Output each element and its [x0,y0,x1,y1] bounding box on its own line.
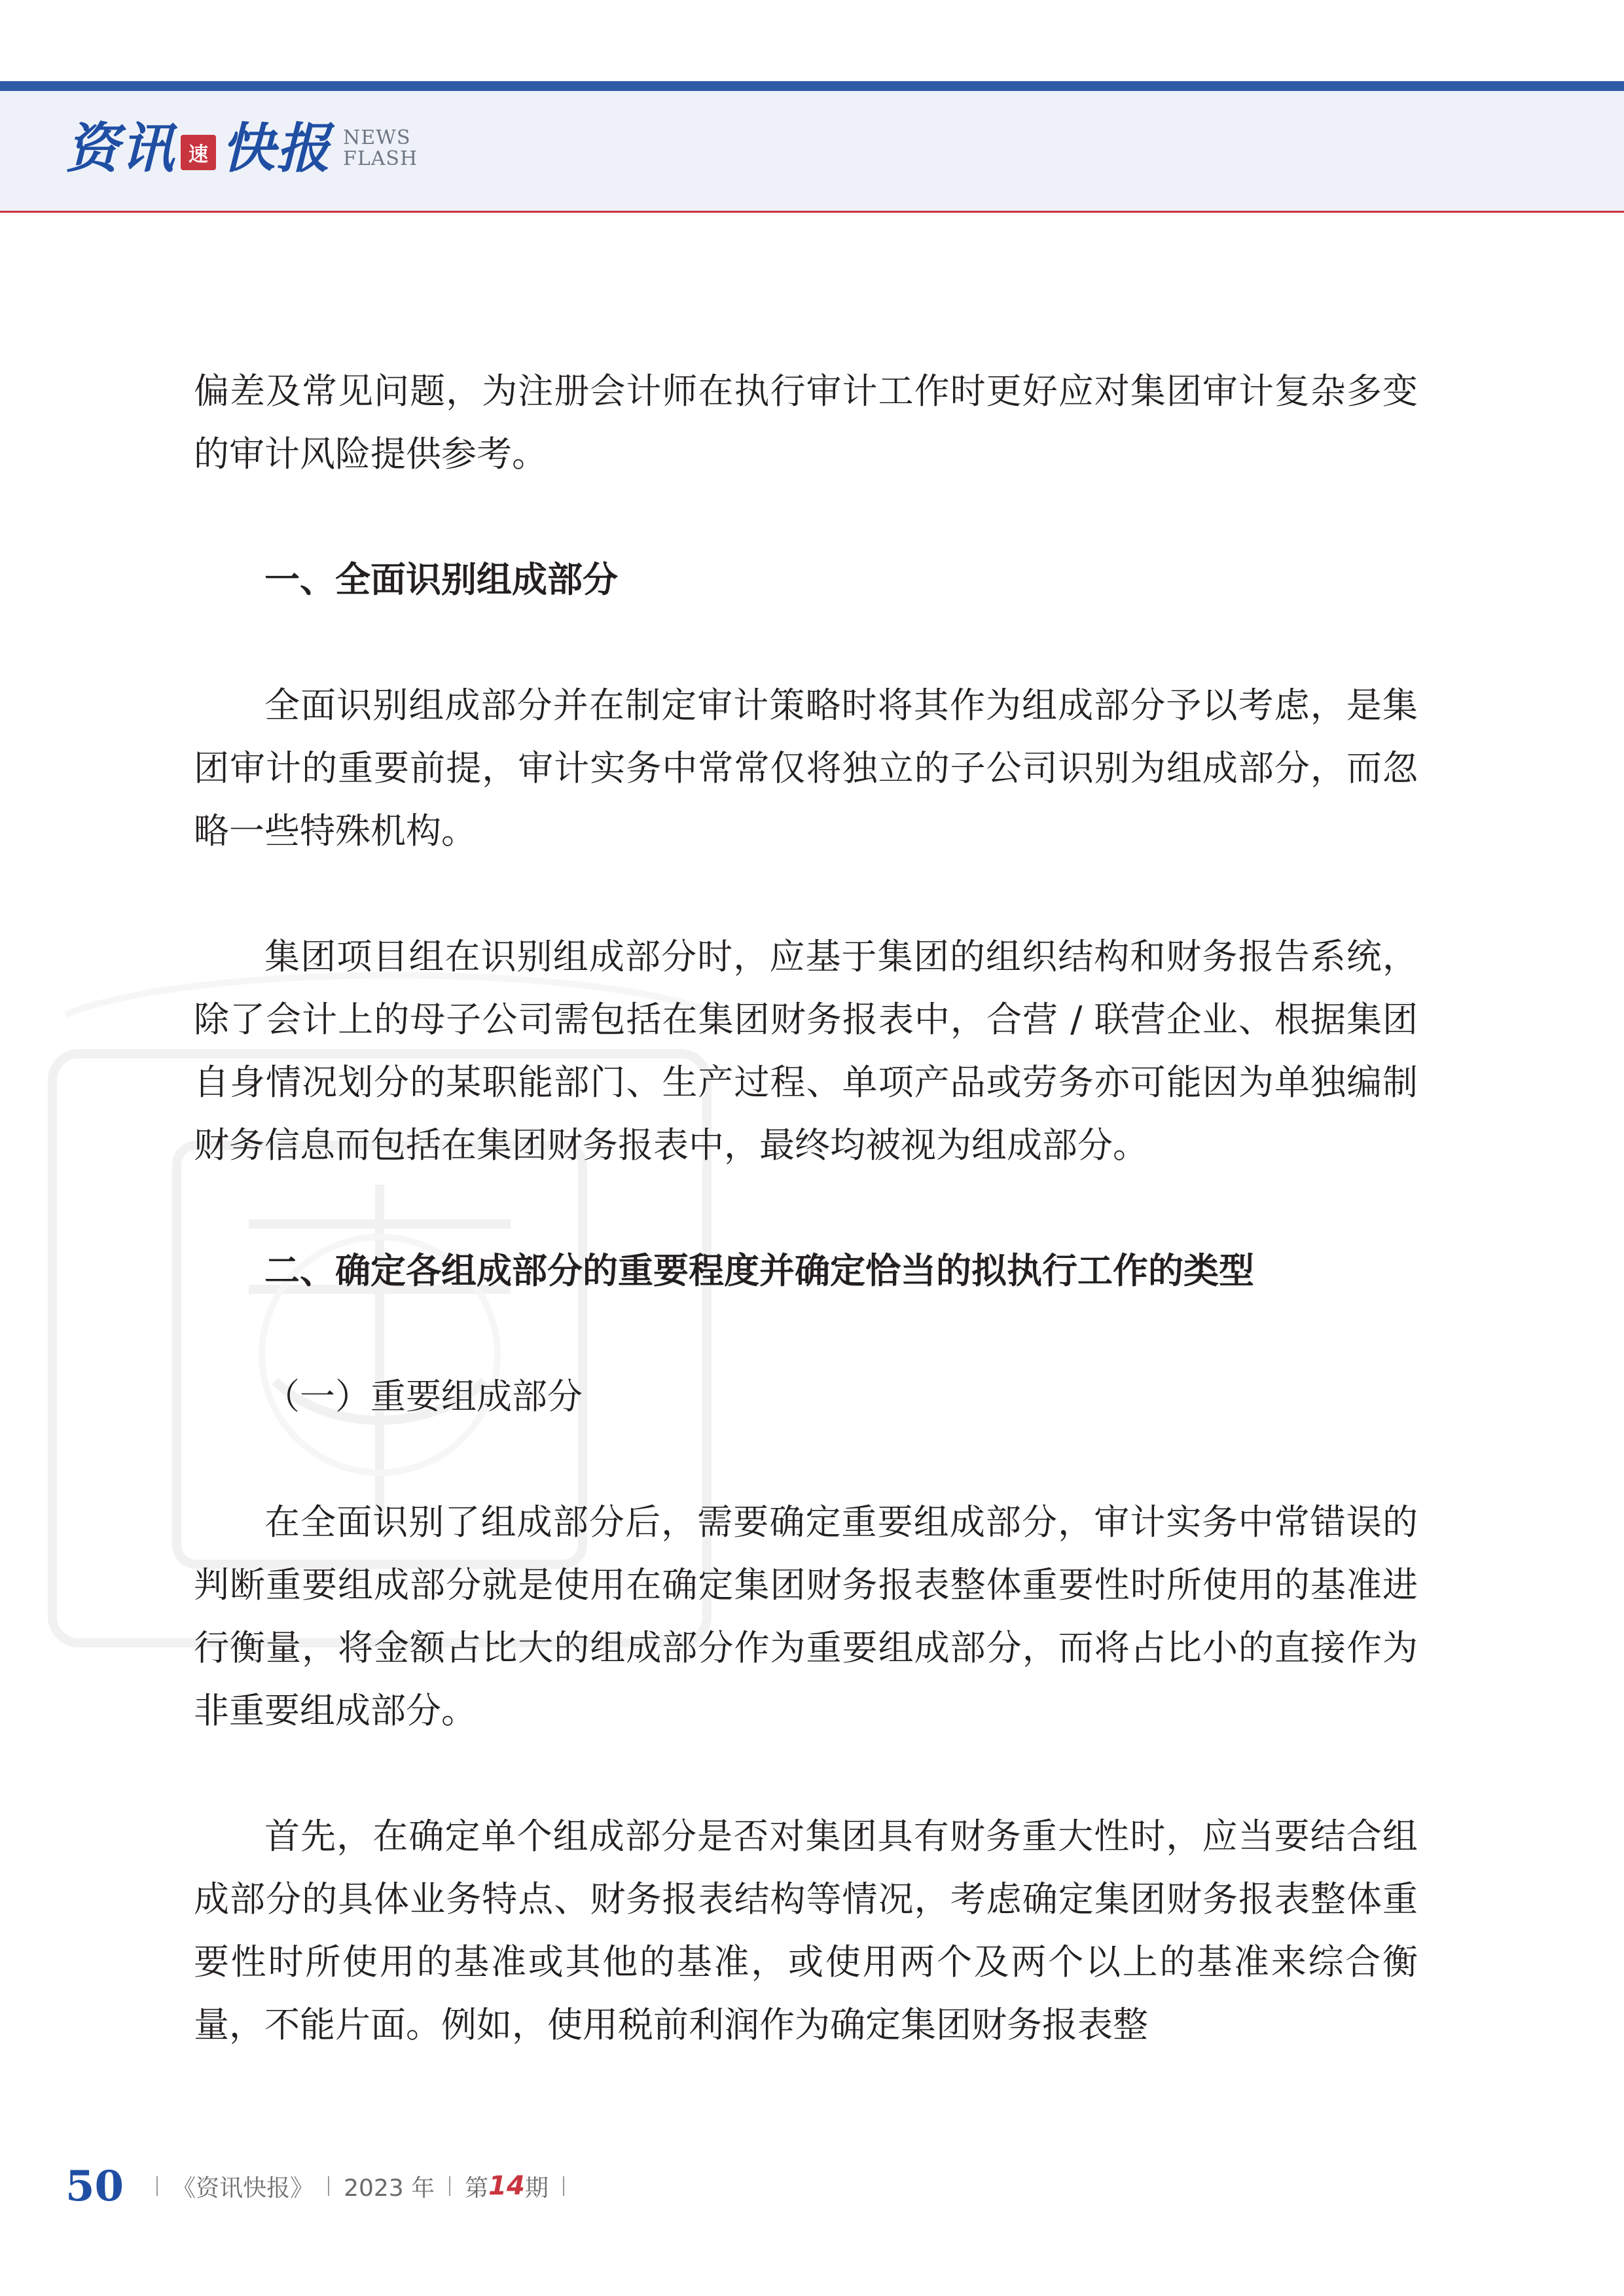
issue-prefix: 第 [465,2174,489,2202]
header-top-bar [0,81,1624,91]
masthead-seal-icon: 速 [181,135,216,170]
masthead-logo [65,113,418,185]
paragraph-3: 集团项目组在识别组成部分时，应基于集团的组织结构和财务报告系统，除了会计上的母子公司需包括在集团财务报表中，合营 / 联营企业、根据集团自身情况划分的某职能部门、生产过程、单项产品或劳务亦可能因为单独编制财务信息而包括在集团财务报表中，最终均被视为组成部分。 [194,936,1418,1166]
article-body [194,360,1418,2056]
section-heading-2: 二、确定各组成部分的重要程度并确定恰当的拟执行工作的类型 [264,1250,1254,1291]
footer-separator [328,2176,329,2196]
paragraph-1: 偏差及常见问题，为注册会计师在执行审计工作时更好应对集团审计复杂多变的审计风险提供参考。 [194,370,1418,475]
footer-separator [449,2176,450,2196]
paragraph-4: 在全面识别了组成部分后，需要确定重要组成部分，审计实务中常错误的判断重要组成部分就是使用在确定集团财务报表整体重要性时所使用的基准进行衡量，将金额占比大的组成部分作为重要组成部分，而将占比小的直接作为非重要组成部分。 [194,1501,1418,1731]
publication-name: 《资讯快报》 [172,2174,314,2202]
page-number: 50 [65,2161,124,2211]
page-footer [65,2160,579,2212]
header-divider [0,211,1624,213]
publication-year: 2023 年 [344,2174,435,2202]
paragraph-2: 全面识别组成部分并在制定审计策略时将其作为组成部分予以考虑，是集团审计的重要前提，审计实务中常常仅将独立的子公司识别为组成部分，而忽略一些特殊机构。 [194,685,1418,852]
paragraph-5: 首先，在确定单个组成部分是否对集团具有财务重大性时，应当要结合组成部分的具体业务特点、财务报表结构等情况，考虑确定集团财务报表整体重要性时所使用的基准或其他的基准，或使用两个及两个以上的基准来综合衡量，不能片面。例如，使用税前利润作为确定集团财务报表整 [194,1816,1418,2045]
masthead-title-right: 快报 [221,117,331,180]
masthead-english [343,128,418,170]
section-heading-1: 一、全面识别组成部分 [264,559,618,600]
issue-suffix: 期 [524,2174,549,2202]
subsection-heading-1: （一）重要组成部分 [264,1376,583,1417]
masthead-title-left: 资讯 [65,117,175,180]
footer-separator [563,2176,564,2196]
masthead-en-line1: NEWS [343,126,411,149]
issue-number: 14 [488,2171,525,2201]
masthead-en-line2: FLASH [343,147,418,170]
footer-separator [156,2176,158,2196]
